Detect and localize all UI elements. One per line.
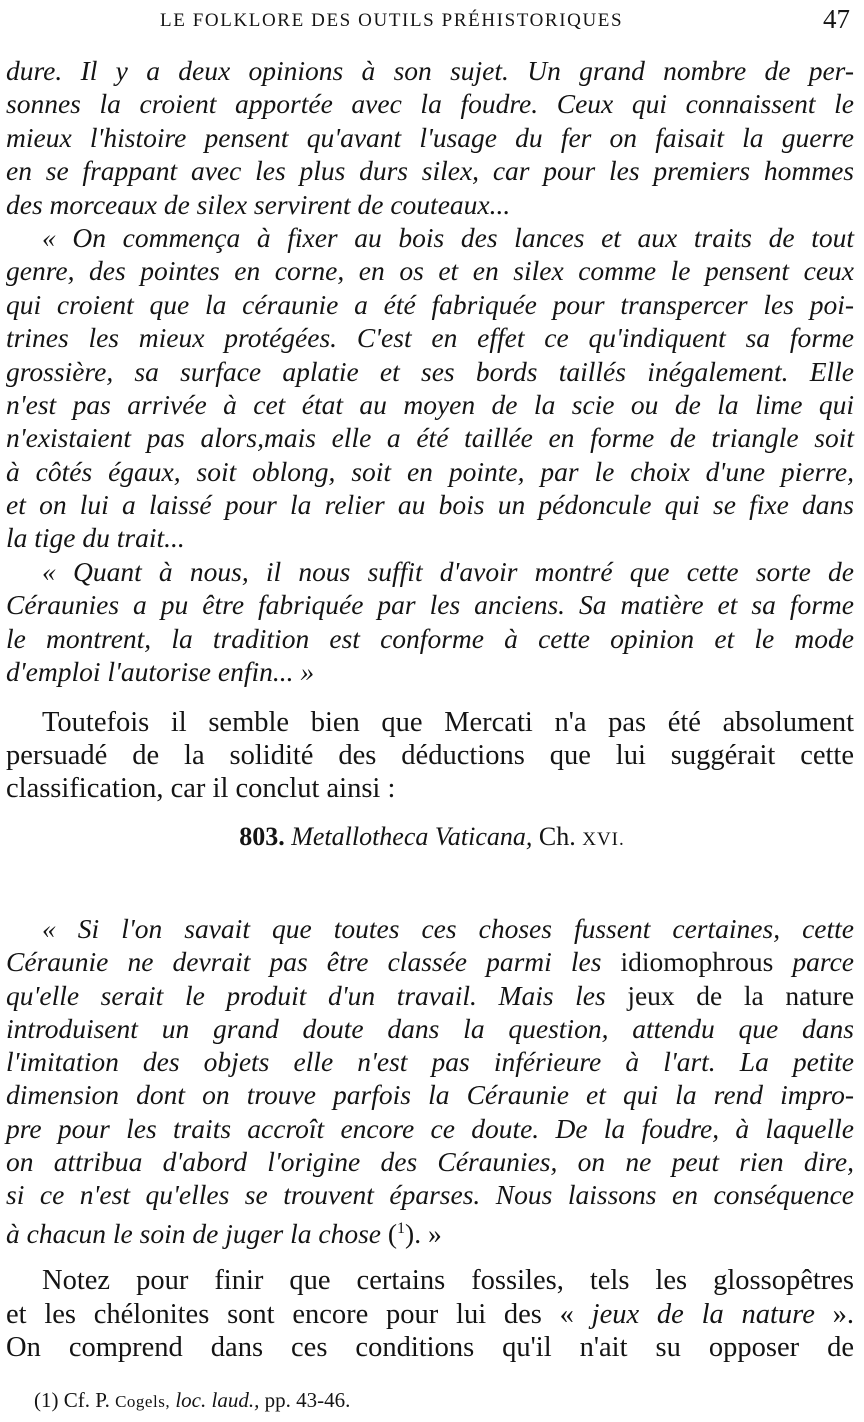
page-number: 47 xyxy=(823,4,850,34)
text-line: le montrent, la tradition est conforme à cette opinion et le mode xyxy=(6,622,854,654)
text-line: n'est pas arrivée à cet état au moyen de la scie ou de la lime qui xyxy=(6,388,854,420)
text-line: Toutefois il semble bien que Mercati n'a pas été absolument xyxy=(42,707,854,738)
text-line: trines les mieux protégées. C'est en effet ce qu'indiquent sa forme xyxy=(6,322,854,354)
chapter-prefix: Ch. xyxy=(538,822,576,851)
text-line: et on lui a laissé pour la relier au bois un pédoncule qui se fixe dans xyxy=(6,489,854,521)
text-line: n'existaient pas alors,mais elle a été taillée en forme de triangle soit xyxy=(6,422,854,454)
text-line: « Si l'on savait que toutes ces choses fussent certaines, cette xyxy=(42,913,854,944)
text-line xyxy=(6,979,854,1012)
text-line: sonnes la croient apportée avec la foudre. Ceux qui connaissent le xyxy=(6,88,854,120)
footnote xyxy=(34,1386,350,1416)
text-line: d'emploi l'autorise enfin... » xyxy=(6,656,315,688)
section-heading xyxy=(0,820,864,857)
page-header xyxy=(0,4,864,40)
text-line: pre pour les traits accroît encore ce doute. De la foudre, à laquelle xyxy=(6,1112,854,1144)
body-paragraph-2 xyxy=(6,1264,854,1365)
text-line: « On commença à fixer au bois des lances et aux traits de tout xyxy=(42,221,854,253)
text-span: qu'elle serait le produit d'un travail. Mais les xyxy=(6,979,606,1011)
footnote-ref: ($^1$). xyxy=(387,1217,422,1249)
body-paragraph-1 xyxy=(6,706,854,805)
text-line: on attribua d'abord l'origine des Céraunies, on ne peut rien dire, xyxy=(6,1146,854,1178)
text-line: la tige du trait... xyxy=(6,522,185,554)
chapter-numeral: XVI. xyxy=(582,829,625,850)
text-line: dure. Il y a deux opinions à son sujet. Un grand nombre de per- xyxy=(6,55,854,86)
text-line: qui croient que la céraunie a été fabriquée pour transpercer les poi- xyxy=(6,288,854,320)
text-line: si ce n'est qu'elles se trouvent éparses. Nous laissons en conséquence xyxy=(6,1179,854,1211)
section-title: Metallotheca Vaticana, xyxy=(291,822,533,851)
text-line: mieux l'histoire pensent qu'avant l'usage du fer on faisait la guerre xyxy=(6,121,854,153)
text-line: grossière, sa surface aplatie et ses bords taillés inégalement. Elle xyxy=(6,355,854,387)
running-title: LE FOLKLORE DES OUTILS PRÉHISTORIQUES xyxy=(160,10,624,31)
text-line: persuadé de la solidité des déductions que lui suggérait cette xyxy=(6,740,854,771)
quotation-mercati-2 xyxy=(6,912,855,1249)
text-line: l'imitation des objets elle n'est pas inférieure à l'art. La petite xyxy=(6,1046,854,1078)
text-line: On comprend dans ces conditions qu'il n'ait su opposer de xyxy=(6,1332,854,1363)
text-span: Céraunie ne devrait pas être classée parmi les xyxy=(6,946,602,978)
text-span: à chacun le soin de juger la chose xyxy=(6,1217,381,1249)
text-span: et les chélonites sont encore pour lui des « xyxy=(6,1298,574,1330)
text-line xyxy=(6,945,854,978)
closing-quote: » xyxy=(427,1217,442,1249)
footnote-ref-number: 1 xyxy=(397,1219,406,1237)
section-number: 803. xyxy=(239,822,285,851)
text-line: à côtés égaux, soit oblong, soit en pointe, par le choix d'une pierre, xyxy=(6,455,854,487)
roman-term: idiomophrous xyxy=(620,946,774,978)
footnote-author: Cogels, xyxy=(115,1392,171,1411)
footnote-pages: pp. 43-46. xyxy=(264,1388,351,1412)
text-line: genre, des pointes en corne, en os et en silex comme le pensent ceux xyxy=(6,255,854,287)
text-span: parce xyxy=(792,946,854,978)
text-line: classification, car il conclut ainsi : xyxy=(6,773,396,804)
text-span: ». xyxy=(832,1298,854,1330)
text-line xyxy=(6,1298,854,1332)
text-line: en se frappant avec les plus durs silex, car pour les premiers hommes xyxy=(6,155,854,187)
footnote-marker: (1) Cf. P. xyxy=(34,1388,110,1412)
footnote-ref-text: loc. laud., xyxy=(175,1388,260,1412)
text-line: dimension dont on trouve parfois la Céraunie et qui la rend impro- xyxy=(6,1079,854,1111)
italic-term: jeux de la nature xyxy=(591,1298,815,1330)
text-line: Céraunies a pu être fabriquée par les anciens. Sa matière et sa forme xyxy=(6,589,854,621)
text-line: introduisent un grand doute dans la question, attendu que dans xyxy=(6,1012,854,1044)
text-line xyxy=(6,1212,854,1249)
text-line: des morceaux de silex servirent de couteaux... xyxy=(6,188,511,220)
roman-term: jeux de la nature xyxy=(627,979,855,1011)
text-line: « Quant à nous, il nous suffit d'avoir montré que cette sorte de xyxy=(42,555,854,587)
quotation-mercati-1 xyxy=(6,54,854,688)
text-line: Notez pour finir que certains fossiles, tels les glossopêtres xyxy=(42,1265,854,1296)
